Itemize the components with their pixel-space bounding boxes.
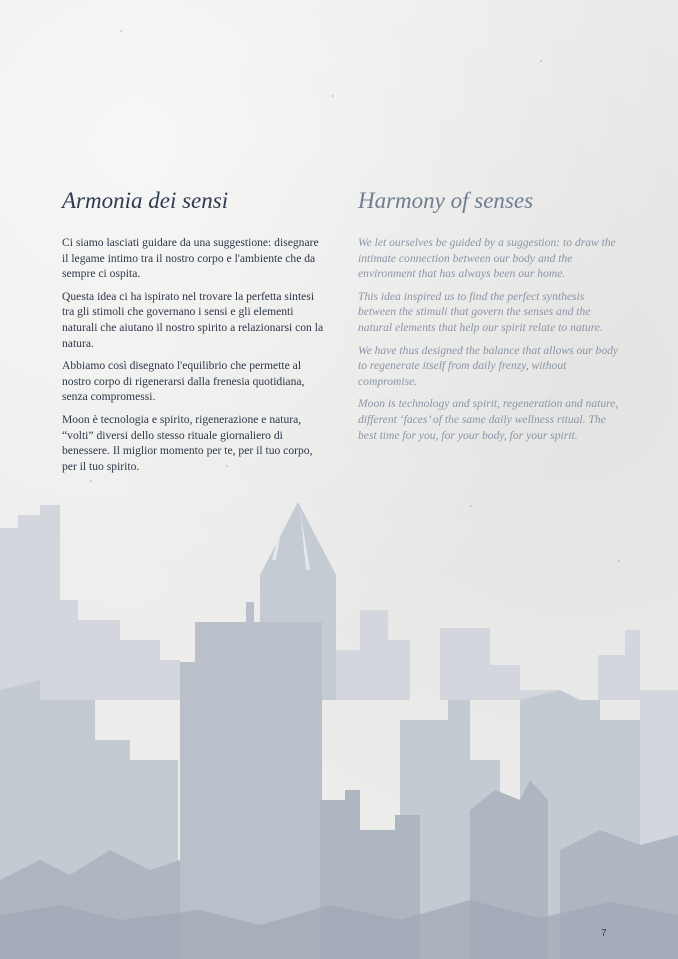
italian-paragraph: Moon è tecnologia e spirito, rigenerazione e natura, “volti” diversi dello stesso rituale giornaliero di benessere. Il miglior momento per te, per il tuo corpo, per il tuo spirito. bbox=[62, 412, 313, 473]
english-paragraph: We have thus designed the balance that allows our body to regenerate itself from daily frenzy, without compromise. bbox=[358, 343, 619, 388]
italian-column bbox=[62, 188, 324, 481]
english-paragraph: Moon is technology and spirit, regeneration and nature, different ‘faces’ of the same daily wellness ritual. The best time for you, for your body, for your spirit. bbox=[358, 397, 619, 442]
page-number: 7 bbox=[601, 928, 607, 939]
italian-paragraph: Questa idea ci ha ispirato nel trovare la perfetta sintesi tra gli stimoli che governano i sensi e gli elementi naturali che aiutano il nostro spirito a relazionarsi con la natura. bbox=[62, 289, 324, 350]
italian-title: Armonia dei sensi bbox=[62, 188, 229, 213]
italian-paragraph: Abbiamo così disegnato l'equilibrio che permette al nostro corpo di rigenerarsi dalla frenesia quotidiana, senza compromessi. bbox=[62, 359, 305, 404]
english-paragraph: We let ourselves be guided by a suggestion: to draw the intimate connection between our body and the environment that has always been our home. bbox=[358, 236, 616, 281]
italian-paragraph: Ci siamo lasciati guidare da una suggestione: disegnare il legame intimo tra il nostro corpo e l'ambiente che da sempre ci ospita. bbox=[62, 236, 319, 281]
english-title: Harmony of senses bbox=[358, 188, 534, 213]
english-column bbox=[358, 188, 620, 450]
english-paragraph: This idea inspired us to find the perfect synthesis between the stimuli that govern the senses and the natural elements that help our spirit relate to nature. bbox=[358, 289, 603, 334]
